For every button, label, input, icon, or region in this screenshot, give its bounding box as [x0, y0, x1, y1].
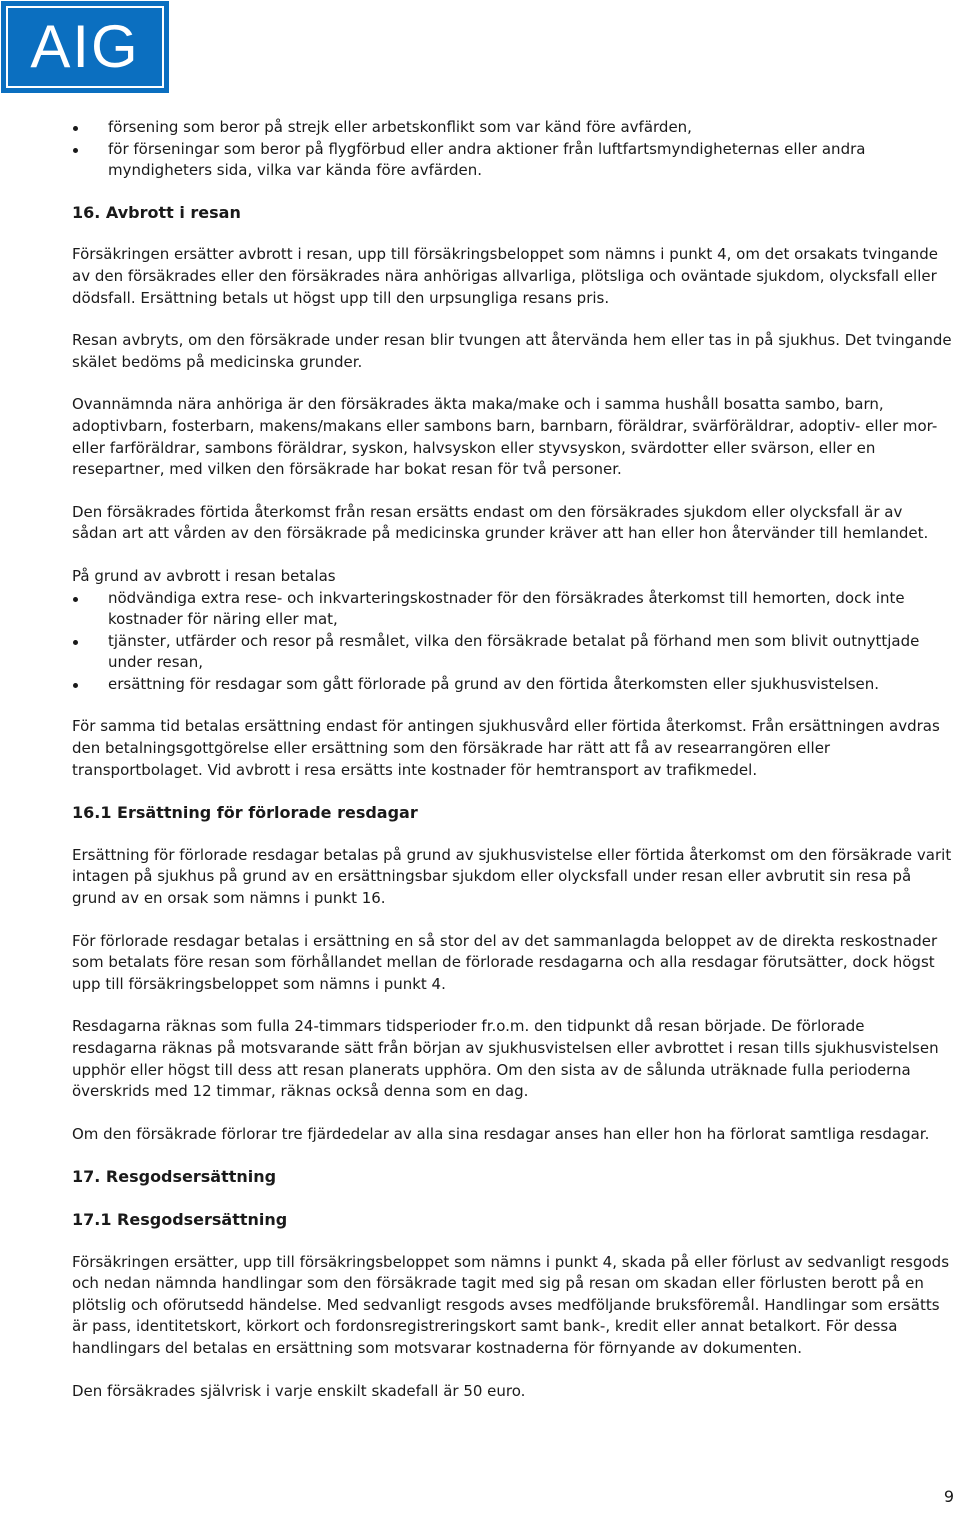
section-17-1-heading: 17.1 Resgodsersättning — [72, 1209, 288, 1229]
section-16-1-paragraph: Om den försäkrade förlorar tre fjärdedelar av alla sina resdagar anses han eller hon ha förlorat samtliga resdagar. — [72, 1124, 930, 1143]
aig-logo-text: AIG — [30, 13, 140, 80]
section-16-list-intro: På grund av avbrott i resan betalas — [72, 566, 336, 585]
section-16-1-paragraph: Resdagarna räknas som fulla 24-timmars tidsperioder fr.o.m. den tidpunkt då resan började. De förlorade resdagarna räknas på motsvarande sätt från början av sjukhusvistelsen eller avbrottet i resan tills sjukhusvistelsen upphör eller högst till dess att resan planerats upphöra. Om den sista av de sålunda uträknade fulla perioderna överskrids med 12 timmar, räknas också denna som en dag. — [72, 1017, 939, 1101]
aig-logo-frame — [6, 6, 164, 88]
list-item: tjänster, utfärder och resor på resmålet, vilka den försäkrade betalat på förhand men som blivit outnyttjade under resan, — [72, 631, 952, 674]
bullet-icon — [73, 148, 78, 153]
bullet-icon — [73, 640, 78, 645]
section-16-1-heading: 16.1 Ersättning för förlorade resdagar — [72, 803, 418, 823]
document-body — [72, 117, 952, 1402]
list-item: för förseningar som beror på flygförbud eller andra aktioner från luftfartsmyndigheternas eller andra myndigheters sida, vilka var kända före avfärden. — [72, 139, 952, 182]
section-16-paragraph: Den försäkrades förtida återkomst från resan ersätts endast om den försäkrades sjukdom eller olycksfall är av sådan art att vården av den försäkrade på medicinska grunder kräver att han eller hon återvänder till hemlandet. — [72, 502, 929, 543]
bullet-icon — [73, 683, 78, 688]
section-17-heading: 17. Resgodsersättning — [72, 1167, 277, 1187]
section-16-1-paragraph: För förlorade resdagar betalas i ersättning en så stor del av det sammanlagda beloppet av de direkta reskostnader som betalats före resan som förhållandet mellan de förlorade resdagarna och alla resdagar förutsätter, dock högst upp till försäkringsbeloppet som nämns i punkt 4. — [72, 931, 938, 993]
list-item: ersättning för resdagar som gått förlorade på grund av den förtida återkomsten eller sjukhusvistelsen. — [72, 674, 952, 696]
aig-logo — [1, 1, 169, 93]
section-16-paragraph: Försäkringen ersätter avbrott i resan, upp till försäkringsbeloppet som nämns i punkt 4, om det orsakats tvingande av den försäkrades eller den försäkrades nära anhörigas allvarliga, plötsliga och oväntade sjukdom, olycksfall eller dödsfall. Ersättning betals ut högst upp till den urpsungliga resans pris. — [72, 245, 938, 307]
intro-bullet-list — [72, 117, 952, 182]
section-17-1-paragraph: Försäkringen ersätter, upp till försäkringsbeloppet som nämns i punkt 4, skada på eller förlust av sedvanligt resgods och nedan nämnda handlingar som den försäkrade tagit med sig på resan om skadan eller förlusten berott på en plötslig och oförutsedd händelse. Med sedvanligt resgods avses medföljande bruksföremål. Handlingar som ersätts är pass, identitetskort, körkort och fordonsregistreringskort samt bank-, kredit eller annat betalkort. För dessa handlingars del betalas en ersättning som motsvarar kostnaderna för förnyande av dokumenten. — [72, 1252, 950, 1357]
section-16-heading: 16. Avbrott i resan — [72, 202, 241, 222]
bullet-icon — [73, 597, 78, 602]
section-16-1-paragraph: Ersättning för förlorade resdagar betalas på grund av sjukhusvistelse eller förtida återkomst om den försäkrade varit intagen på sjukhus på grund av en ersättningsbar sjukdom eller olycksfall under resan eller avbrutit sin resa på grund av en orsak som nämns i punkt 16. — [72, 845, 952, 908]
page-number: 9 — [943, 1487, 954, 1506]
section-17-1-paragraph: Den försäkrades självrisk i varje enskilt skadefall är 50 euro. — [72, 1381, 526, 1400]
section-16-paragraph: För samma tid betalas ersättning endast för antingen sjukhusvård eller förtida återkomst. Från ersättningen avdras den betalningsgottgörelse eller ersättning som den försäkrade har rätt att få av researrangören eller transportbolaget. Vid avbrott i resa ersätts inte kostnader för hemtransport av trafikmedel. — [72, 717, 940, 779]
section-16-bullet-list — [72, 588, 952, 696]
list-item: nödvändiga extra rese- och inkvarteringskostnader för den försäkrades återkomst till hemorten, dock inte kostnader för näring eller mat, — [72, 588, 952, 631]
section-16-paragraph: Ovannämnda nära anhöriga är den försäkrades äkta maka/make och i samma hushåll bosatta sambo, barn, adoptivbarn, fosterbarn, makens/makans eller sambons barn, barnbarn, föräldrar, svärföräldrar, adoptiv- eller mor- eller farföräldrar, sambons föräldrar, syskon, halvsyskon eller styvsyskon, svärdotter eller svärson, eller en resepartner, med vilken den försäkrade har bokat resan för två personer. — [72, 395, 938, 479]
bullet-icon — [73, 126, 78, 131]
list-item: försening som beror på strejk eller arbetskonflikt som var känd före avfärden, — [72, 117, 952, 139]
section-16-paragraph: Resan avbryts, om den försäkrade under resan blir tvungen att återvända hem eller tas in på sjukhus. Det tvingande skälet bedöms på medicinska grunder. — [72, 331, 952, 371]
